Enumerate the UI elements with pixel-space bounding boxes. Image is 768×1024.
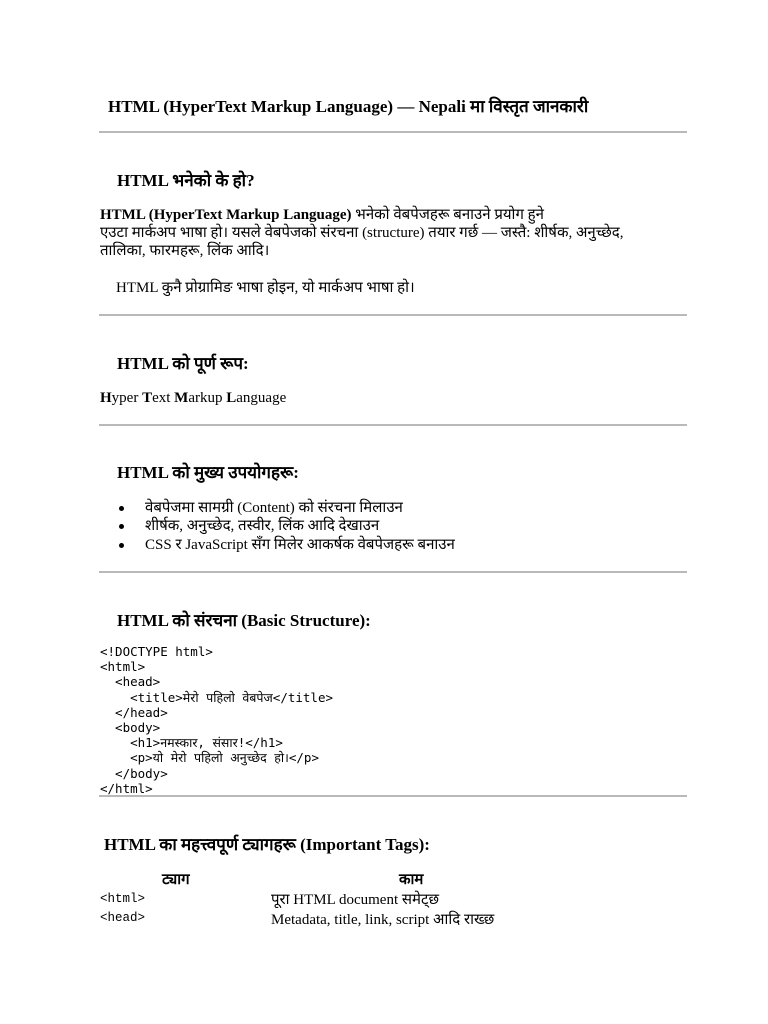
list-item: शीर्षक, अनुच्छेद, तस्वीर, लिंक आदि देखाउन [145, 518, 380, 534]
table-header-use: काम [399, 872, 424, 888]
code-line: <html> [100, 659, 146, 675]
full-form-text [100, 389, 286, 407]
intro-line-1-text: भनेको वेबपेजहरू बनाउने प्रयोग हुने [351, 207, 544, 223]
section-heading-structure: HTML को संरचना (Basic Structure): [117, 611, 371, 630]
code-line: <h1>नमस्कार, संसार!</h1> [100, 735, 283, 751]
code-line: </head> [100, 704, 168, 720]
list-item: वेबपेजमा सामग्री (Content) को संरचना मिलाउन [145, 500, 403, 516]
letter-l: L [226, 390, 237, 406]
divider [99, 314, 687, 316]
bullet-icon [119, 524, 124, 529]
section-heading-full-form: HTML को पूर्ण रूप: [117, 354, 249, 373]
code-line: </body> [100, 765, 168, 781]
bullet-icon [119, 506, 124, 511]
divider [99, 131, 687, 133]
section-heading-tags: HTML का महत्त्वपूर्ण ट्यागहरू (Important Tags): [104, 835, 430, 854]
section-heading-what-is: HTML भनेको के हो? [117, 171, 255, 190]
list-item: CSS र JavaScript सँग मिलेर आकर्षक वेबपेजहरू बनाउन [145, 537, 455, 553]
divider [99, 795, 687, 797]
code-line: <title>मेरो पहिलो वेबपेज</title> [100, 689, 334, 705]
section-heading-uses: HTML को मुख्य उपयोगहरू: [117, 463, 299, 482]
code-line: <head> [100, 674, 161, 690]
page-title: HTML (HyperText Markup Language) — Nepali मा विस्तृत जानकारी [108, 97, 589, 116]
word-language: anguage [236, 390, 287, 406]
intro-line-3: तालिका, फारमहरू, लिंक आदि। [100, 243, 270, 259]
word-markup: arkup [188, 390, 227, 406]
word-hyper: yper [111, 390, 143, 406]
word-text: ext [152, 390, 175, 406]
divider [99, 424, 687, 426]
letter-m: M [174, 390, 189, 406]
table-cell-use: Metadata, title, link, script आदि राख्छ [271, 912, 495, 928]
table-cell-use: पूरा HTML document समेट्छ [271, 892, 440, 908]
letter-h: H [100, 390, 112, 406]
letter-t: T [142, 390, 153, 406]
code-line: <!DOCTYPE html> [100, 644, 213, 659]
bullet-icon [119, 543, 124, 548]
code-block [100, 644, 333, 796]
table-header-tag: ट्याग [162, 872, 190, 888]
intro-bold: HTML (HyperText Markup Language) [100, 207, 352, 223]
table-cell-tag: <head> [100, 911, 146, 925]
intro-line-1 [100, 206, 544, 224]
note-text: HTML कुनै प्रोग्रामिङ भाषा होइन, यो मार्कअप भाषा हो। [116, 280, 415, 296]
divider [99, 571, 687, 573]
code-line: <p>यो मेरो पहिलो अनुच्छेद हो।</p> [100, 750, 319, 766]
intro-line-2: एउटा मार्कअप भाषा हो। यसले वेबपेजको संरचना (structure) तयार गर्छ — जस्तै: शीर्षक, अनुच्छेद, [100, 225, 624, 241]
code-line: </html> [100, 780, 153, 796]
table-cell-tag: <html> [100, 892, 146, 906]
code-line: <body> [100, 720, 161, 736]
